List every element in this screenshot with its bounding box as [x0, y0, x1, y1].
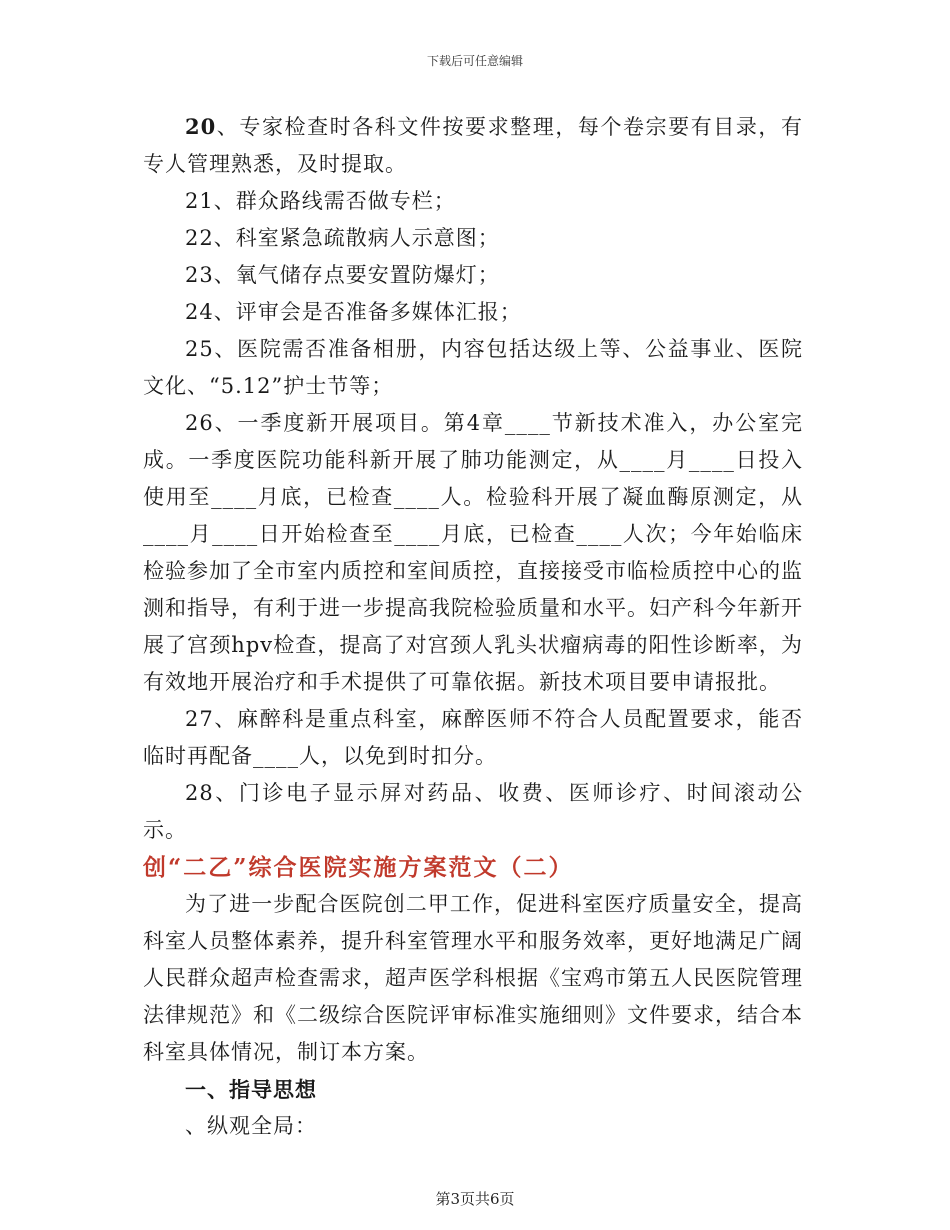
page-number: 第3页共6页: [435, 1190, 515, 1208]
item-27: 27、麻醉科是重点科室，麻醉医师不符合人员配置要求，能否临时再配备____人，以免到时扣分。: [143, 707, 803, 768]
document-title: 创“二乙”综合医院实施方案范文（二）: [143, 854, 574, 881]
item-26: 26、一季度新开展项目。第4章____节新技术准入，办公室完成。一季度医院功能科新开展了肺功能测定，从____月____日投入使用至____月底，已检查____人。检验科开展了凝血酶原测定，从____月____日开始检查至____月底，已检查____人次；今年始临床检验参加了全市室内质控和室间质控，直接接受市临检质控中心的监测和指导，有利于进一步提高我院检验质量和水平。妇产科今年新开展了宫颈hpv检查，提高了对宫颈人乳头状瘤病毒的阳性诊断率，为有效地开展治疗和手术提供了可靠依据。新技术项目要申请报批。: [143, 411, 803, 694]
item-20-number: 20: [185, 114, 217, 139]
item-22: 22、科室紧急疏散病人示意图；: [185, 226, 500, 250]
item-25: 25、医院需否准备相册，内容包括达级上等、公益事业、医院文化、“5.12”护士节等；: [143, 337, 803, 398]
subsection-1: 、纵观全局：: [185, 1114, 317, 1138]
item-20-text: 、专家检查时各科文件按要求整理，每个卷宗要有目录，有专人管理熟悉，及时提取。: [143, 115, 803, 176]
section-heading-1: 一、指导思想: [185, 1077, 317, 1102]
document-body: [143, 108, 803, 1145]
item-21: 21、群众路线需否做专栏；: [185, 189, 456, 213]
page-header: 下载后可任意编辑: [426, 54, 523, 68]
item-28: 28、门诊电子显示屏对药品、收费、医师诊疗、时间滚动公示。: [143, 781, 803, 842]
item-24: 24、评审会是否准备多媒体汇报；: [185, 300, 522, 324]
item-20: [143, 108, 803, 183]
intro-paragraph: 为了进一步配合医院创二甲工作，促进科室医疗质量安全，提高科室人员整体素养，提升科室管理水平和服务效率，更好地满足广阔人民群众超声检查需求，超声医学科根据《宝鸡市第五人民医院管理法律规范》和《二级综合医院评审标准实施细则》文件要求，结合本科室具体情况，制订本方案。: [143, 892, 803, 1064]
item-23: 23、氧气储存点要安置防爆灯；: [185, 263, 500, 287]
